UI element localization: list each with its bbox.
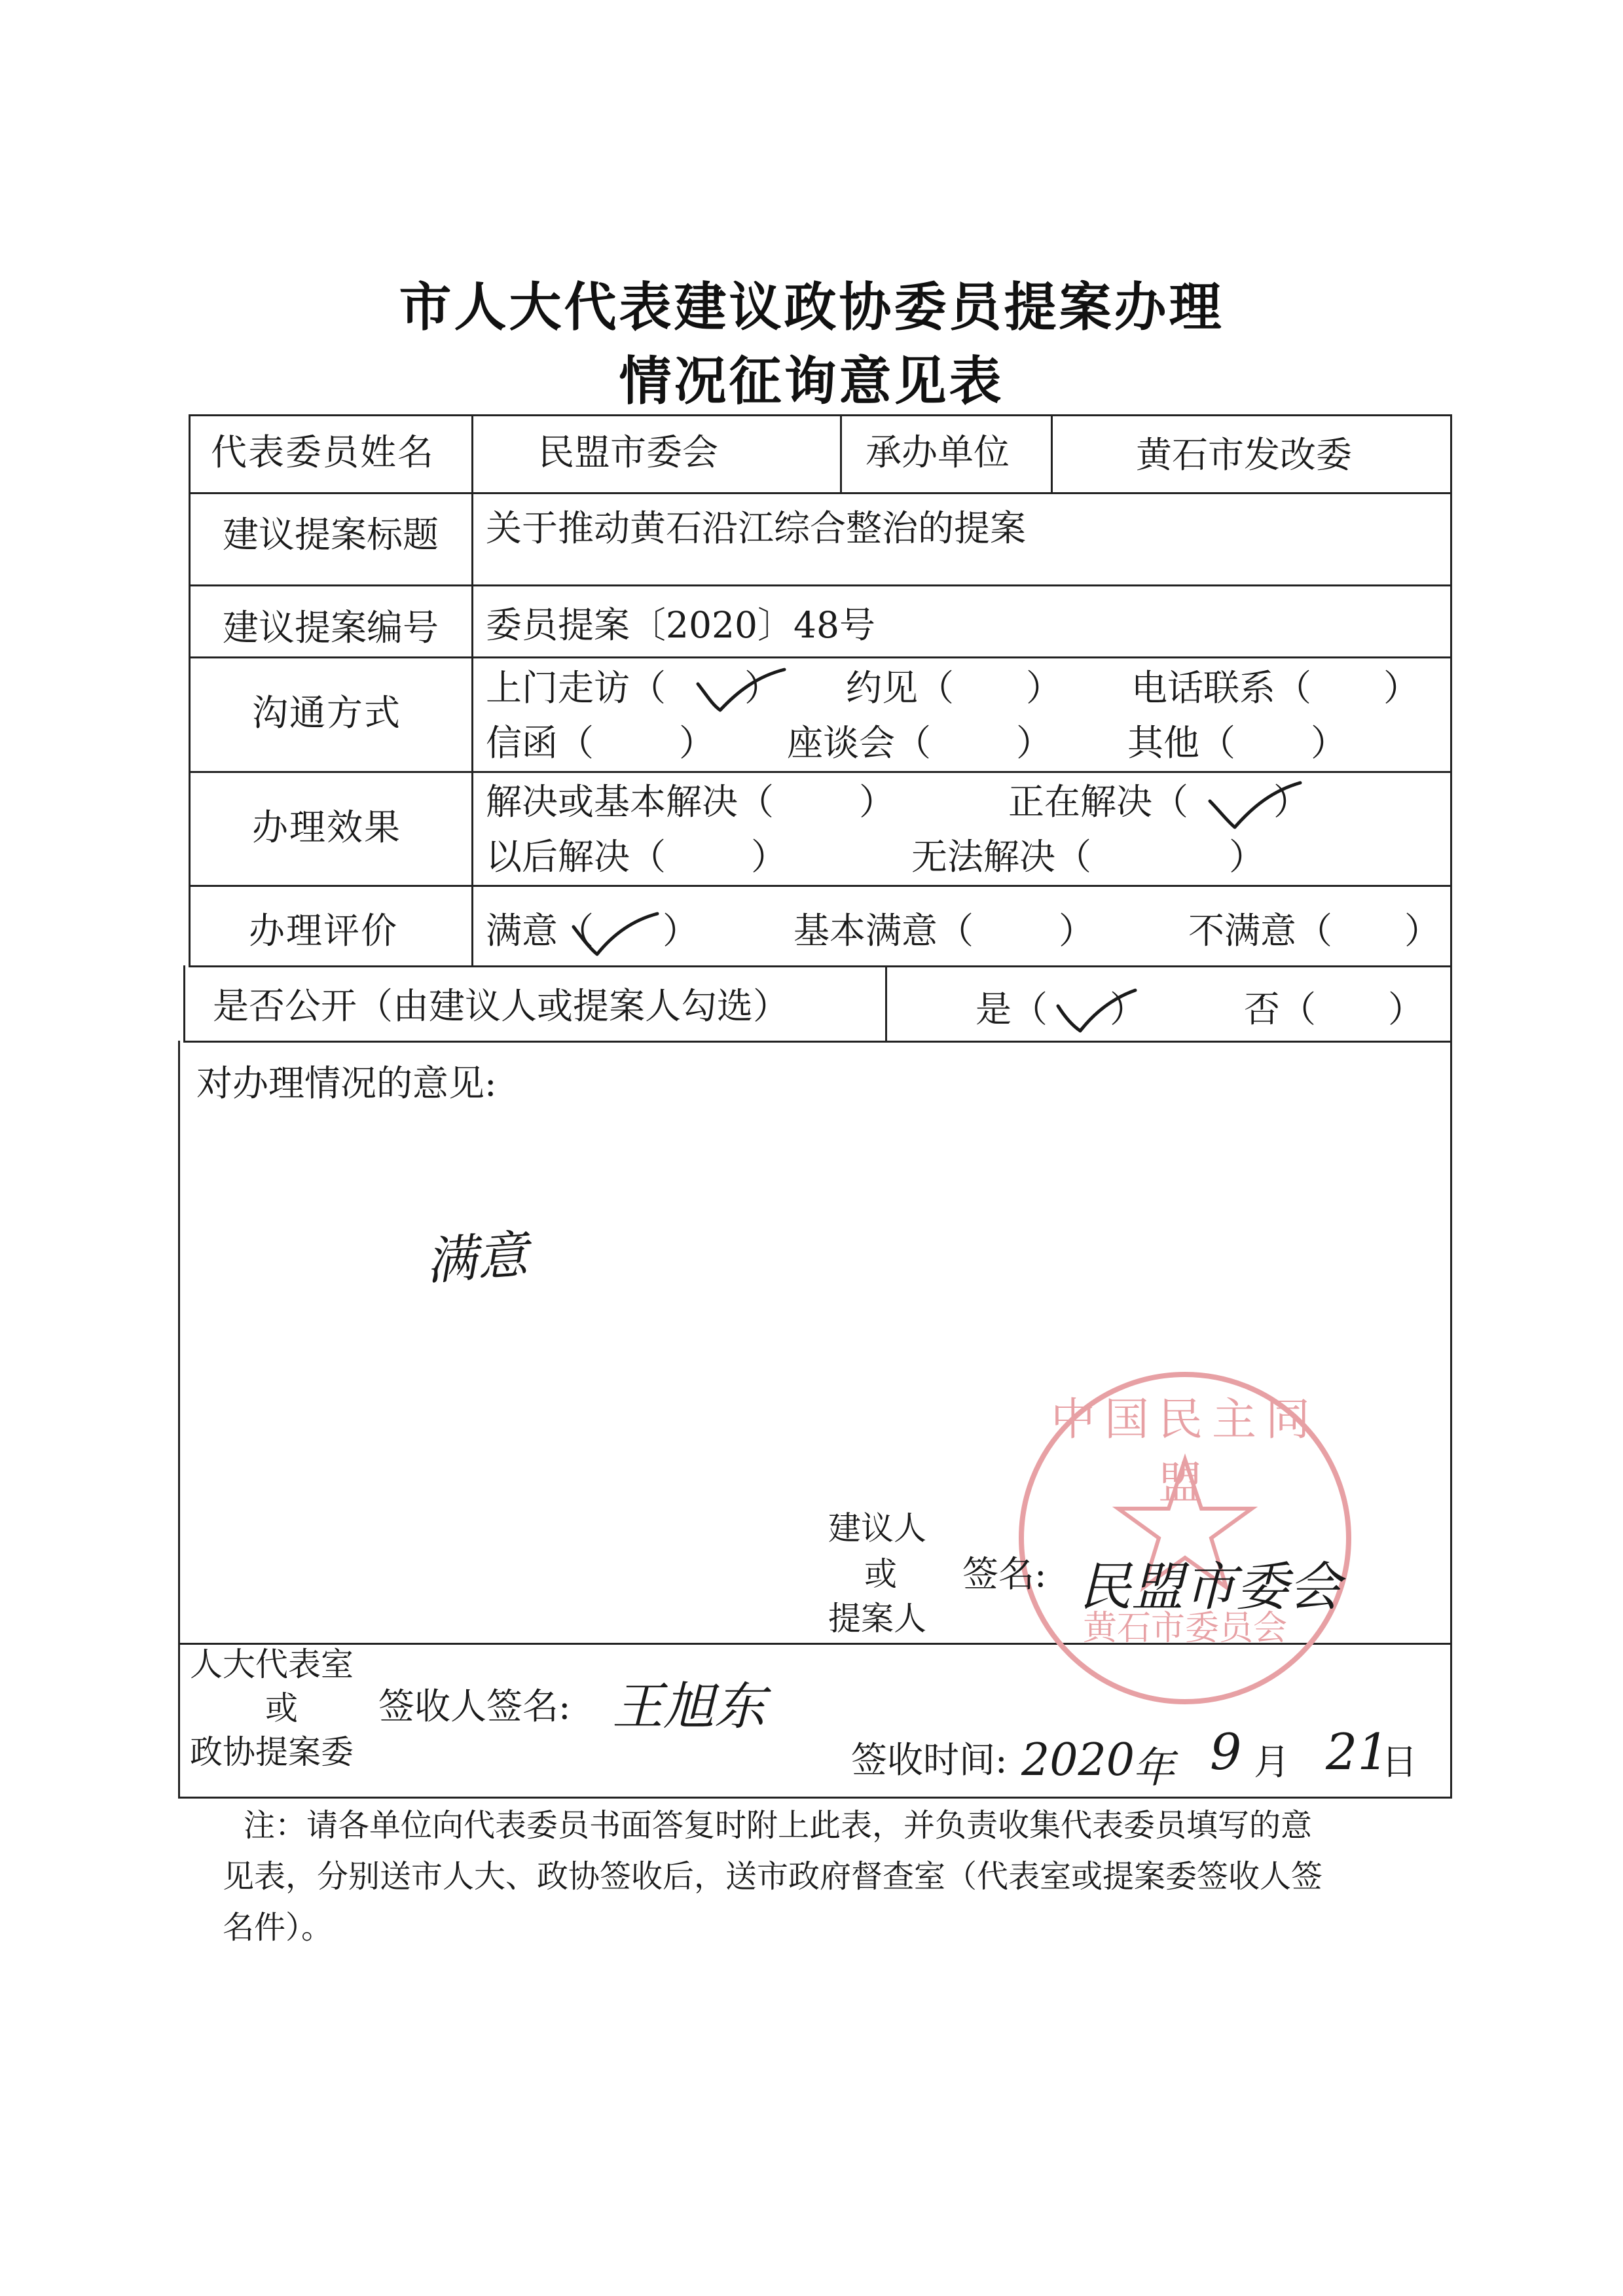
table-border-right [1450, 414, 1452, 1799]
comm-option-phone[interactable]: 电话联系（ ） [1131, 667, 1420, 709]
public-option-no[interactable]: 否（ ） [1244, 988, 1425, 1030]
effect-option-later[interactable]: 以后解决（ ） [486, 836, 788, 878]
form-title-line1: 市人大代表建议政协委员提案办理 [399, 277, 1224, 338]
proposal-title-value: 关于推动黄石沿江综合整治的提案 [486, 507, 1027, 549]
communication-label: 沟通方式 [252, 692, 402, 734]
table-col-divider [471, 414, 473, 965]
checkmark-icon [1054, 985, 1139, 1037]
receipt-month: 9 [1210, 1723, 1242, 1781]
table-border-left [189, 414, 191, 965]
table-rule [183, 1041, 1452, 1043]
comm-option-forum[interactable]: 座谈会（ ） [787, 722, 1053, 764]
receipt-year-unit: 年 [1133, 1744, 1175, 1793]
checkmark-icon [570, 908, 661, 961]
proposer-sign-label: 签名: [962, 1553, 1047, 1595]
checkmark-icon [693, 664, 791, 717]
receiver-label-line2: 或 [265, 1689, 298, 1727]
public-option-yes[interactable]: 是（ ） [976, 988, 1146, 1030]
checkmark-icon [1206, 778, 1304, 833]
table-col-divider [840, 414, 842, 492]
receiver-label-line1: 人大代表室 [190, 1645, 354, 1683]
effect-option-unable[interactable]: 无法解决（ ） [911, 836, 1266, 878]
receipt-month-unit: 月 [1254, 1741, 1290, 1783]
comm-option-letter[interactable]: 信函（ ） [486, 722, 716, 764]
proposal-title-label: 建议提案标题 [223, 514, 439, 556]
receiver-signature: 王旭东 [612, 1677, 766, 1736]
table-rule [189, 885, 1452, 887]
footnote-line2: 见表，分别送市人大、政协签收后，送市政府督查室（代表室或提案委签收人签 [223, 1858, 1323, 1895]
proposal-number-value: 委员提案〔2020〕48号 [486, 604, 875, 646]
table-col-divider [885, 965, 887, 1041]
seal-bottom-text: 黄石市委员会 [1082, 1609, 1287, 1648]
eval-option-basic[interactable]: 基本满意（ ） [793, 910, 1095, 952]
undertaker-label: 承办单位 [866, 431, 1010, 473]
proposer-label-line2: 或 [864, 1555, 897, 1593]
receiver-label-line3: 政协提案委 [190, 1733, 354, 1771]
table-border-left [183, 965, 185, 1041]
proposer-signature: 民盟市委会 [1079, 1556, 1341, 1617]
seal-top-text: 中国民主同盟 [1050, 1394, 1319, 1509]
eval-option-unsatisfied[interactable]: 不满意（ ） [1188, 910, 1441, 952]
receipt-day: 21 [1326, 1723, 1389, 1781]
form-title-line2: 情况征询意见表 [619, 351, 1004, 412]
table-border-top [189, 414, 1452, 416]
table-rule [189, 771, 1452, 773]
effect-option-in-progress[interactable]: 正在解决（ ） [1008, 781, 1310, 823]
table-rule [189, 492, 1452, 494]
table-rule [189, 965, 1452, 967]
footnote-line3: 名件）。 [223, 1909, 333, 1946]
proposer-label-line1: 建议人 [828, 1509, 926, 1547]
table-rule [189, 584, 1452, 586]
rep-name-label: 代表委员姓名 [211, 431, 435, 473]
table-border-bottom [178, 1797, 1452, 1799]
proposal-number-label: 建议提案编号 [223, 607, 439, 649]
opinion-label: 对办理情况的意见: [196, 1062, 497, 1104]
evaluation-label: 办理评价 [249, 910, 399, 952]
effect-label: 办理效果 [252, 806, 402, 848]
comm-option-appointment[interactable]: 约见（ ） [846, 667, 1063, 709]
receiver-sign-label: 签收人签名: [378, 1685, 571, 1727]
proposer-label-line3: 提案人 [828, 1600, 926, 1638]
eval-option-satisfied[interactable]: 满意（ ） [486, 910, 699, 952]
receipt-day-unit: 日 [1381, 1741, 1418, 1783]
table-border-left [178, 1041, 180, 1799]
receipt-time-label: 签收时间: [851, 1739, 1008, 1781]
comm-option-other[interactable]: 其他（ ） [1127, 722, 1347, 764]
public-label: 是否公开（由建议人或提案人勾选） [213, 985, 790, 1027]
rep-name-value: 民盟市委会 [538, 431, 719, 473]
table-rule [189, 656, 1452, 658]
comm-option-visit[interactable]: 上门走访（ ） [486, 667, 781, 709]
table-col-divider [1051, 414, 1053, 492]
footnote-line1: 注：请各单位向代表委员书面答复时附上此表，并负责收集代表委员填写的意 [244, 1807, 1313, 1844]
opinion-handwriting: 满意 [424, 1225, 530, 1292]
effect-option-resolved[interactable]: 解决或基本解决（ ） [486, 781, 896, 823]
receipt-year: 2020 [1021, 1734, 1135, 1786]
undertaker-value: 黄石市发改委 [1136, 434, 1353, 476]
